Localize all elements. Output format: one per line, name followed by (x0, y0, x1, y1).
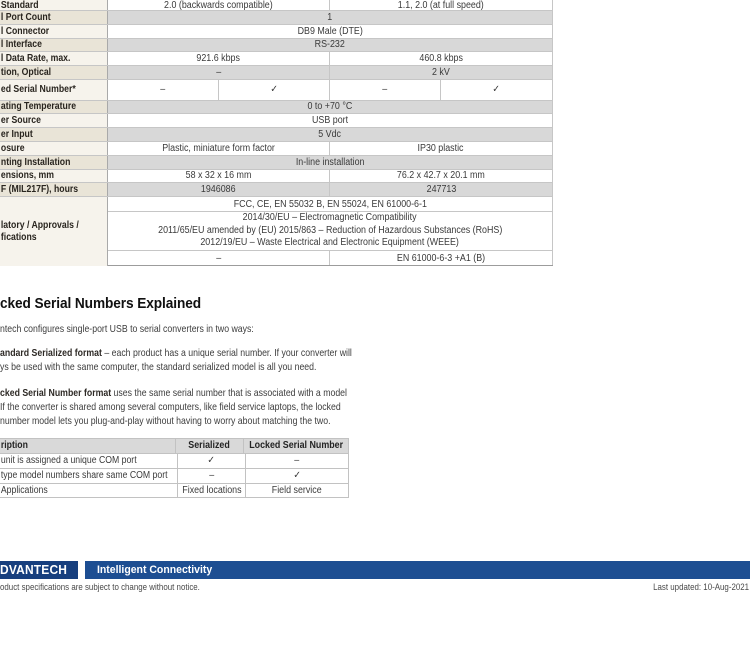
tagline-text: Intelligent Connectivity (96, 563, 212, 576)
section-intro (0, 323, 293, 337)
compare-cell-description (0, 469, 178, 483)
row-label-text: l Data Rate, max. (0, 53, 71, 65)
row-interface (0, 39, 553, 53)
cell-value: RS-232 (314, 39, 346, 51)
paragraph-locked-serial (0, 387, 401, 429)
row-port-count (0, 11, 553, 25)
compare-row-unique-com (0, 454, 349, 469)
cell-model-a (108, 251, 330, 266)
regulatory-label-line2: fications (0, 231, 37, 243)
row-power-source (0, 114, 553, 128)
row-regulatory-approvals (0, 197, 553, 266)
compare-cell (178, 484, 246, 498)
row-label-text: ed Serial Number* (0, 84, 76, 96)
row-usb-standard (0, 0, 553, 11)
row-dimensions (0, 170, 553, 184)
cell-value: 58 x 32 x 16 mm (185, 170, 252, 182)
row-label-text: l Port Count (0, 11, 51, 23)
compare-cell (178, 469, 246, 483)
compare-cell (246, 469, 349, 483)
directive-line: 2014/30/EU – Electromagnetic Compatibility (243, 212, 417, 224)
directive-line: 2011/65/EU amended by (EU) 2015/863 – Reduction of Hazardous Substances (RoHS) (157, 224, 503, 236)
cell-model-b (330, 0, 553, 10)
cell-span (108, 101, 553, 114)
row-label (0, 170, 108, 183)
row-label-text: ating Temperature (0, 101, 77, 113)
advantech-logo (0, 561, 78, 579)
cell-model-b (330, 52, 553, 65)
cell-value: FCC, CE, EN 55032 B, EN 55024, EN 61000-6-1 (233, 198, 427, 210)
row-label (0, 52, 108, 65)
cell-model-b (330, 170, 553, 183)
dash-glyph: – (209, 470, 214, 482)
regulatory-row-en61000 (108, 251, 553, 267)
compare-cell-description (0, 484, 178, 498)
cell-text: Field service (272, 485, 322, 497)
cell-model-a (108, 0, 330, 10)
row-mtbf (0, 183, 553, 197)
advantech-logo-text: DVANTECH (0, 562, 68, 577)
cell-value: IP30 plastic (418, 142, 464, 154)
dash-glyph: – (382, 84, 388, 96)
cell-value: In-line installation (295, 156, 365, 168)
bold-lead: cked Serial Number format (0, 388, 112, 399)
cell-text: type model numbers share same COM port (0, 470, 168, 482)
row-label (0, 101, 108, 114)
cell-span (108, 128, 553, 141)
paragraph-line (0, 347, 352, 361)
line-text: – each product has a unique serial number. If your converter will (101, 348, 352, 359)
cell-text: unit is assigned a unique COM port (0, 455, 137, 467)
cell-value: 2 kV (432, 67, 450, 79)
cell-text: Applications (0, 485, 48, 497)
section-heading: cked Serial Numbers Explained (0, 295, 201, 312)
compare-table (0, 438, 349, 499)
row-label-text: F (MIL217F), hours (0, 184, 79, 196)
paragraph-line (0, 387, 347, 401)
compare-cell (178, 454, 246, 468)
cell-value: 2.0 (backwards compatible) (164, 0, 273, 10)
row-label-text: l Interface (0, 39, 42, 51)
row-label (0, 39, 108, 52)
footer-tagline-bar (85, 561, 750, 579)
row-enclosure (0, 142, 553, 156)
cell-value: 1946086 (201, 184, 236, 196)
compare-row-applications (0, 484, 349, 499)
serial-cell (108, 80, 219, 100)
intro-text: ntech configures single-port USB to serial converters in two ways: (0, 324, 254, 335)
directive-line: 2012/19/EU – Waste Electrical and Electronic Equipment (WEEE) (200, 237, 460, 249)
serial-cell (219, 80, 330, 100)
row-isolation-optical (0, 66, 553, 80)
cell-span (108, 114, 553, 127)
last-updated-text: Last updated: 10-Aug-2021 (652, 582, 749, 592)
row-label (0, 66, 108, 79)
row-label-text: osure (0, 142, 25, 154)
compare-header-description (0, 439, 176, 454)
cell-value: 460.8 kbps (419, 53, 463, 65)
dash-glyph: – (216, 67, 221, 79)
cell-text: Fixed locations (181, 485, 242, 497)
row-label (0, 183, 108, 196)
serial-cell (330, 80, 441, 100)
row-label (0, 0, 108, 10)
disclaimer-text: oduct specifications are subject to change without notice. (0, 582, 200, 592)
check-icon: ✓ (293, 470, 301, 482)
header-text: Serialized (188, 440, 231, 452)
row-label-text: nting Installation (0, 156, 71, 168)
cell-value: USB port (311, 115, 349, 127)
compare-header-serialized (176, 439, 243, 454)
cell-model-b (330, 251, 553, 266)
compare-header-locked (244, 439, 349, 454)
cell-model-a (108, 183, 330, 196)
cell-span (108, 156, 553, 169)
row-mounting-installation (0, 156, 553, 170)
row-label (0, 11, 108, 24)
row-label-text (0, 220, 79, 244)
paragraph-line: ys be used with the same computer, the standard serialized model is all you need. (0, 361, 317, 373)
header-text: Locked Serial Number (248, 440, 343, 452)
row-label-text: Standard (0, 0, 39, 10)
serial-cell (441, 80, 553, 100)
regulatory-row-directives (108, 212, 553, 250)
row-data-rate (0, 52, 553, 66)
header-text: ription (0, 440, 28, 452)
row-label (0, 142, 108, 155)
paragraph-line: If the converter is shared among several computers, like field service laptops, the locked (0, 401, 341, 413)
compare-header-row (0, 439, 349, 455)
row-label-text: tion, Optical (0, 67, 52, 79)
cell-model-a (108, 142, 330, 155)
check-icon: ✓ (492, 84, 501, 96)
cell-value: 76.2 x 42.7 x 20.1 mm (397, 170, 485, 182)
paragraph-standard-serialized (0, 347, 407, 375)
cell-model-a (108, 170, 330, 183)
row-label (0, 25, 108, 38)
paragraph-line: number model lets you plug-and-play without having to worry about matching the two. (0, 415, 331, 427)
cell-model-b (330, 66, 553, 79)
row-label (0, 156, 108, 169)
check-icon: ✓ (270, 84, 278, 96)
cell-value: 1.1, 2.0 (at full speed) (398, 0, 484, 10)
dash-glyph: – (160, 84, 166, 96)
check-icon: ✓ (207, 455, 216, 467)
row-label (0, 80, 108, 100)
regulatory-values (108, 197, 553, 266)
compare-cell (246, 454, 349, 468)
bold-lead: andard Serialized format (0, 348, 102, 359)
cell-model-a (108, 66, 330, 79)
row-power-input (0, 128, 553, 142)
cell-model-a (108, 52, 330, 65)
row-locked-serial-number (0, 80, 553, 101)
compare-cell (246, 484, 349, 498)
row-label (0, 114, 108, 127)
cell-span (108, 39, 553, 52)
cell-value: Plastic, miniature form factor (162, 142, 275, 154)
compare-row-shared-com (0, 469, 349, 484)
cell-value: 921.6 kbps (196, 53, 241, 65)
regulatory-label-line1: latory / Approvals / (0, 220, 79, 231)
cell-model-b (330, 142, 553, 155)
row-label-text: l Connector (0, 25, 50, 37)
dash-glyph: – (294, 455, 300, 467)
row-connector (0, 25, 553, 39)
regulatory-row-emc (108, 197, 553, 212)
row-label (0, 128, 108, 141)
cell-value: 1 (327, 11, 333, 23)
row-label-text: er Source (0, 115, 41, 127)
dash-glyph: – (216, 252, 221, 264)
cell-value: 5 Vdc (318, 129, 342, 141)
row-label-text: er Input (0, 129, 33, 141)
cell-value: DB9 Male (DTE) (297, 25, 363, 37)
cell-value: 247713 (426, 184, 456, 196)
row-operating-temperature (0, 101, 553, 115)
spec-table (0, 0, 553, 266)
line-text: uses the same serial number that is associated with a model (111, 388, 347, 399)
cell-span (108, 25, 553, 38)
cell-model-b (330, 183, 553, 196)
cell-value: 0 to +70 °C (307, 101, 353, 113)
row-label (0, 197, 108, 266)
row-label-text: ensions, mm (0, 170, 55, 182)
cell-value: EN 61000-6-3 +A1 (B) (396, 252, 486, 264)
compare-cell-description (0, 454, 178, 468)
cell-span (108, 11, 553, 24)
